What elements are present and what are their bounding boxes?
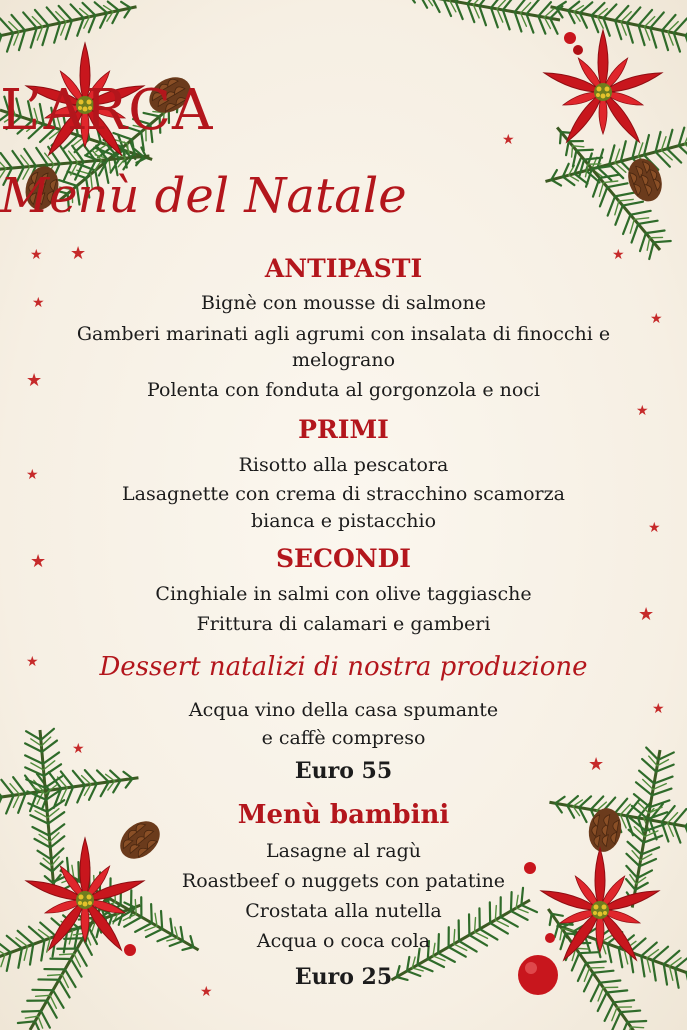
star-icon: ★ — [650, 311, 663, 327]
menu-item: Crostata alla nutella — [245, 900, 442, 922]
star-icon: ★ — [26, 467, 39, 483]
star-icon: ★ — [636, 403, 649, 419]
section-heading-primi: PRIMI — [298, 415, 389, 444]
star-icon: ★ — [70, 243, 87, 264]
berry-icon — [564, 32, 576, 44]
berry-icon — [573, 45, 583, 55]
menu-item: Risotto alla pescatora — [238, 454, 449, 476]
star-icon: ★ — [588, 754, 605, 775]
star-icon: ★ — [72, 741, 85, 757]
star-icon: ★ — [638, 604, 655, 625]
menu-item: e caffè compreso — [261, 727, 426, 749]
section-heading-bambini: Menù bambini — [237, 800, 450, 830]
menu-item: Gamberi marinati agli agrumi con insalata di finocchi e — [76, 323, 611, 345]
menu-item: Roastbeef o nuggets con patatine — [181, 870, 506, 892]
star-icon: ★ — [200, 984, 213, 1000]
star-icon: ★ — [652, 701, 665, 717]
section-heading-antipasti: ANTIPASTI — [264, 254, 423, 283]
menu-item: Acqua vino della casa spumante — [188, 699, 499, 721]
menu-item: Acqua o coca cola — [256, 930, 431, 952]
menu-item: melograno — [291, 349, 396, 371]
star-icon: ★ — [30, 551, 47, 572]
star-icon: ★ — [502, 132, 515, 148]
star-icon: ★ — [32, 295, 45, 311]
star-icon: ★ — [26, 654, 39, 670]
section-heading-secondi: SECONDI — [275, 544, 411, 573]
menu-price: Euro 25 — [294, 964, 393, 990]
section-heading-dessert: Dessert natalizi di nostra produzione — [99, 652, 588, 682]
menu-item: bianca e pistacchio — [250, 510, 437, 532]
star-icon: ★ — [30, 247, 43, 263]
menu-title: Menù del Natale — [0, 168, 407, 224]
restaurant-name: L’ARCA — [0, 78, 214, 143]
menu-price: Euro 55 — [294, 758, 393, 784]
menu-item: Lasagne al ragù — [266, 840, 421, 862]
menu-item: Bignè con mousse di salmone — [201, 292, 486, 314]
star-icon: ★ — [648, 520, 661, 536]
menu-item: Lasagnette con crema di stracchino scamorza — [122, 483, 565, 505]
star-icon: ★ — [26, 370, 43, 391]
menu-item: Cinghiale in salmi con olive taggiasche — [155, 583, 532, 605]
star-icon: ★ — [612, 247, 625, 263]
menu-item: Frittura di calamari e gamberi — [196, 613, 491, 635]
menu-item: Polenta con fonduta al gorgonzola e noci — [146, 379, 541, 401]
